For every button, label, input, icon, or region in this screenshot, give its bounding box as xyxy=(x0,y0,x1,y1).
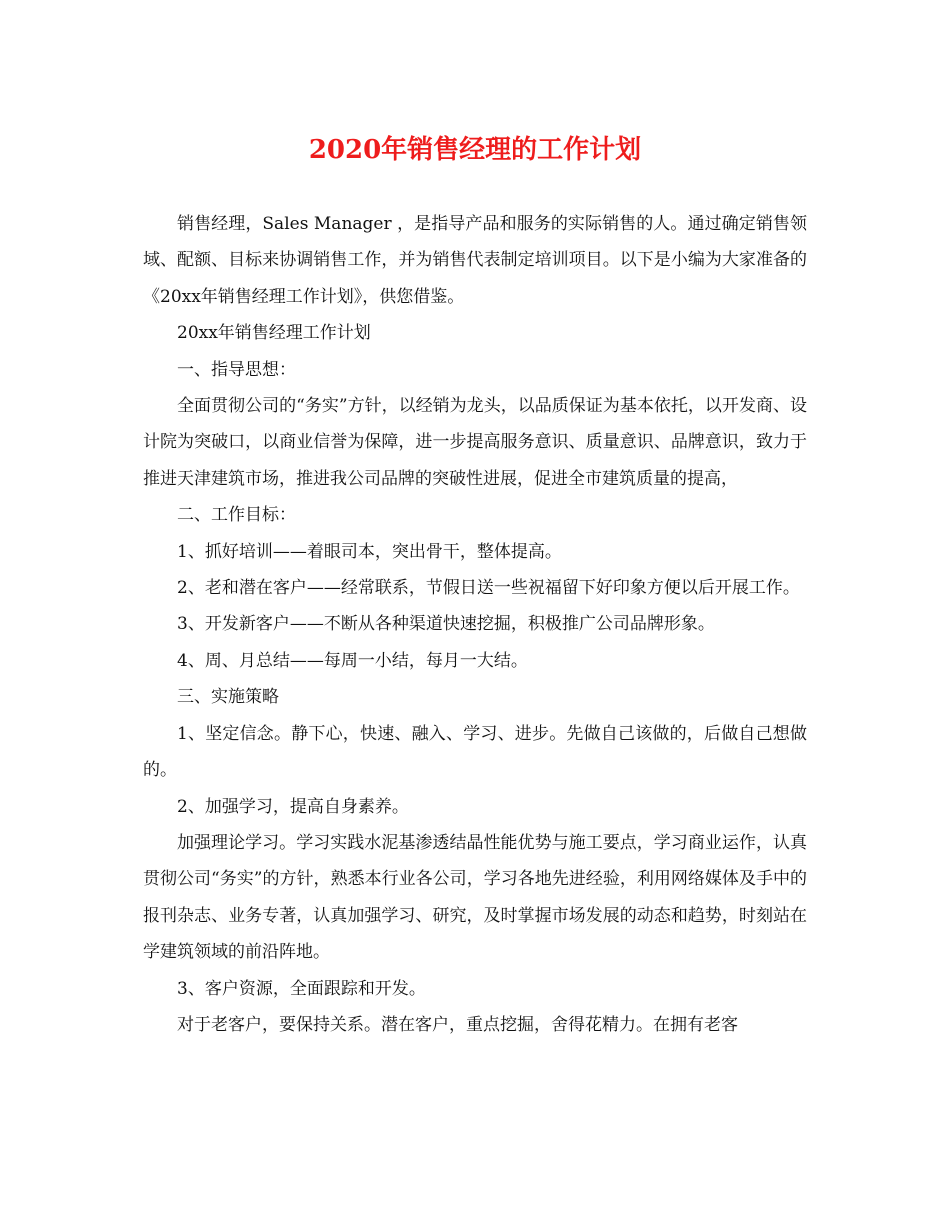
list-item-goal-4: 4、周、月总结——每周一小结，每月一大结。 xyxy=(177,650,528,671)
list-item-strategy-1: 1、坚定信念。静下心，快速、融入、学习、进步。先做自己该做的，后做自己想做的。 xyxy=(143,723,807,781)
section-heading-work-goals: 二、工作目标： xyxy=(177,505,296,526)
list-item-goal-3: 3、开发新客户——不断从各种渠道快速挖掘，积极推广公司品牌形象。 xyxy=(177,614,715,635)
document-body xyxy=(143,206,807,1043)
document-title: 2020年销售经理的工作计划 xyxy=(308,135,642,165)
section-heading-strategy: 三、实施策略 xyxy=(177,687,279,708)
paragraph-plan-heading: 20xx年销售经理工作计划 xyxy=(177,323,371,344)
paragraph-theory-study: 加强理论学习。学习实践水泥基渗透结晶性能优势与施工要点，学习商业运作，认真贯彻公司“务实”的方针，熟悉本行业各公司，学习各地先进经验，利用网络媒体及手中的报刊杂志、业务专著，认真加强学习、研究，及时掌握市场发展的动态和趋势，时刻站在学建筑领域的前沿阵地。 xyxy=(143,832,807,963)
paragraph-guiding-ideology: 全面贯彻公司的“务实”方针，以经销为龙头，以品质保证为基本依托，以开发商、设计院为突破口，以商业信誉为保障，进一步提高服务意识、质量意识、品牌意识，致力于推进天津建筑市场，推进我公司品牌的突破性进展，促进全市建筑质量的提高， xyxy=(143,396,807,489)
list-item-strategy-3: 3、客户资源，全面跟踪和开发。 xyxy=(177,978,426,999)
list-item-goal-2: 2、老和潜在客户——经常联系，节假日送一些祝福留下好印象方便以后开展工作。 xyxy=(177,578,800,599)
paragraph-customers: 对于老客户，要保持关系。潜在客户，重点挖掘，舍得花精力。在拥有老客 xyxy=(177,1014,738,1035)
list-item-goal-1: 1、抓好培训——着眼司本，突出骨干，整体提高。 xyxy=(177,541,562,562)
paragraph-intro: 销售经理，Sales Manager ，是指导产品和服务的实际销售的人。通过确定销售领域、配额、目标来协调销售工作，并为销售代表制定培训项目。以下是小编为大家准备的《20xx年销售经理工作计划》，供您借鉴。 xyxy=(143,214,807,307)
section-heading-guiding-ideology: 一、指导思想： xyxy=(177,359,296,380)
list-item-strategy-2: 2、加强学习，提高自身素养。 xyxy=(177,796,409,817)
